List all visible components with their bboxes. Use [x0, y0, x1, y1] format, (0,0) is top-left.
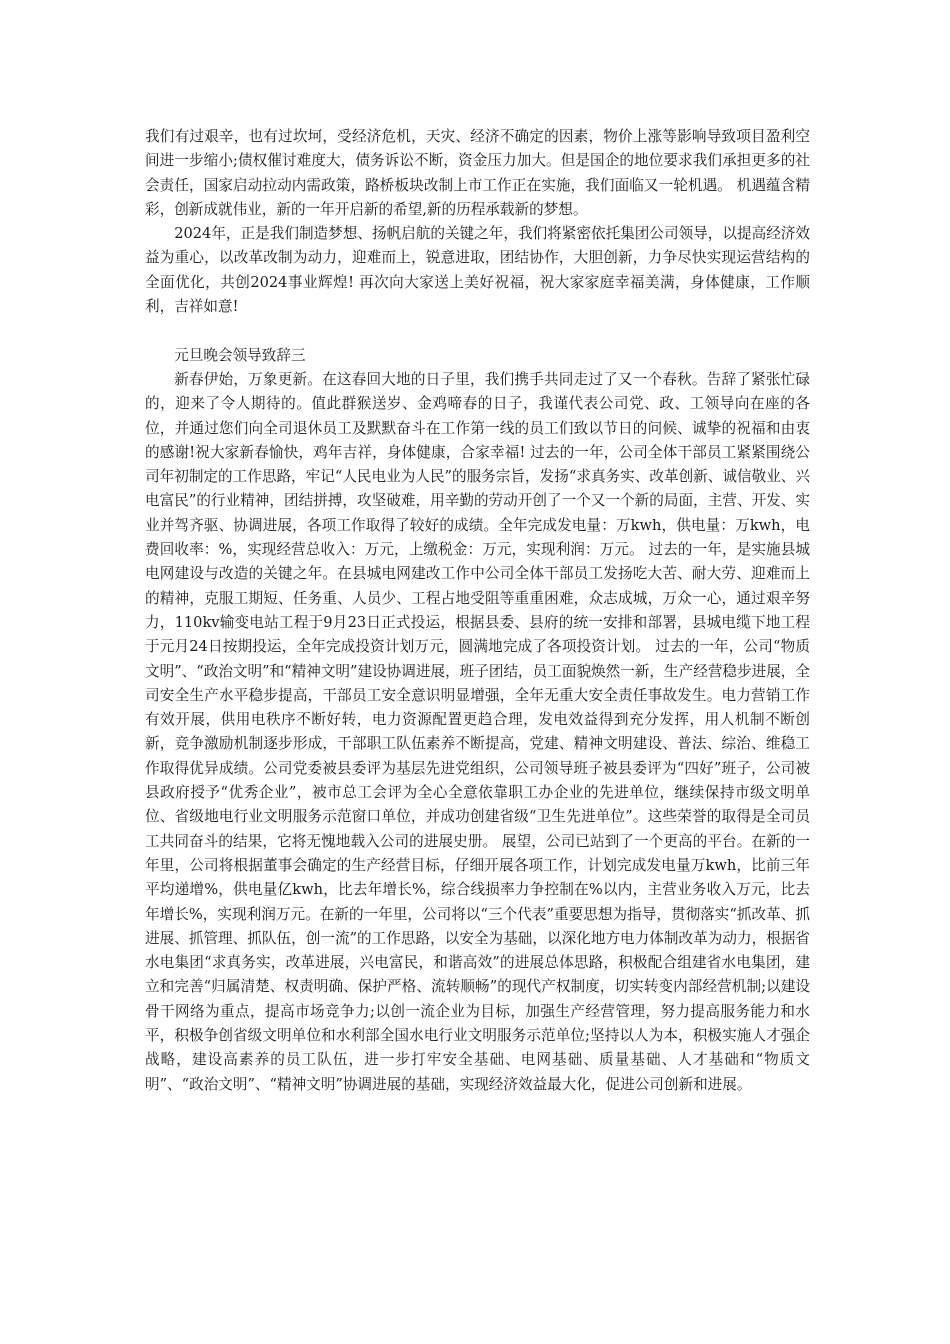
blank-line [145, 319, 810, 343]
document-page [145, 125, 810, 1097]
paragraph-speech-body: 新春伊始，万象更新。在这春回大地的日子里，我们携手共同走过了又一个春秋。告辞了紧张忙碌的，迎来了令人期待的。值此群猴送岁、金鸡啼春的日子，我谨代表公司党、政、工领导向在座的各位，并通过您们向全司退休员工及默默奋斗在工作第一线的员工们致以节日的问候、诚挚的祝福和由衷的感谢!祝大家新春愉快，鸡年吉祥，身体健康，合家幸福! 过去的一年，公司全体干部员工紧紧围绕公司年初制定的工作思路，牢记“人民电业为人民”的服务宗旨，发扬“求真务实、改革创新、诚信敬业、兴电富民”的行业精神，团结拼搏，攻坚破难，用辛勤的劳动开创了一个又一个新的局面，主营、开发、实业并驾齐驱、协调进展，各项工作取得了较好的成绩。全年完成发电量：万kwh，供电量：万kwh，电费回收率：%，实现经营总收入：万元，上缴税金：万元，实现利润：万元。 过去的一年，是实施县城电网建设与改造的关键之年。在县城电网建改工作中公司全体干部员工发扬吃大苦、耐大劳、迎难而上的精神，克服工期短、任务重、人员少、工程占地受阻等重重困难，众志成城，万众一心，通过艰辛努力，110kv输变电站工程于9月23日正式投运，根据县委、县府的统一安排和部署，县城电缆下地工程于元月24日按期投运，全年完成投资计划万元，圆满地完成了各项投资计划。 过去的一年，公司“物质文明”、“政治文明”和“精神文明”建设协调进展，班子团结，员工面貌焕然一新，生产经营稳步进展，全司安全生产水平稳步提高，干部员工安全意识明显增强，全年无重大安全责任事故发生。电力营销工作有效开展，供用电秩序不断好转，电力资源配置更趋合理，发电效益得到充分发挥，用人机制不断创新，竞争激励机制逐步形成，干部职工队伍素养不断提高，党建、精神文明建设、普法、综治、维稳工作取得优异成绩。公司党委被县委评为基层先进党组织，公司领导班子被县委评为“四好”班子，公司被县政府授予“优秀企业”，被市总工会评为全心全意依靠职工办企业的先进单位，继续保持市级文明单位、省级地电行业文明服务示范窗口单位，并成功创建省级“卫生先进单位”。这些荣誉的取得是全司员工共同奋斗的结果，它将无愧地载入公司的进展史册。 展望，公司已站到了一个更高的平台。在新的一年里，公司将根据董事会确定的生产经营目标，仔细开展各项工作，计划完成发电量万kwh，比前三年平均递增%，供电量亿kwh，比去年增长%，综合线损率力争控制在%以内，主营业务收入万元，比去年增长%，实现利润万元。在新的一年里，公司将以“三个代表”重要思想为指导，贯彻落实“抓改革、抓进展、抓管理、抓队伍，创一流”的工作思路，以安全为基础，以深化地方电力体制改革为动力，根据省水电集团“求真务实，改革进展，兴电富民，和谐高效”的进展总体思路，积极配合组建省水电集团，建立和完善“归属清楚、权责明确、保护严格、流转顺畅”的现代产权制度，切实转变内部经营机制;以建设骨干网络为重点，提高市场竞争力;以创一流企业为目标，加强生产经营管理，努力提高服务能力和水平，积极争创省级文明单位和水利部全国水电行业文明服务示范单位;坚持以人为本，积极实施人才强企战略，建设高素养的员工队伍，进一步打牢安全基础、电网基础、质量基础、人才基础和“物质文明”、“政治文明”、“精神文明”协调进展的基础，实现经济效益最大化，促进公司创新和进展。 [145, 370, 810, 1093]
section-title: 元旦晚会领导致辞三 [174, 346, 306, 364]
paragraph-opening: 我们有过艰辛，也有过坎坷，受经济危机，天灾、经济不确定的因素，物价上涨等影响导致项目盈利空间进一步缩小;债权催讨难度大，债务诉讼不断，资金压力加大。但是国企的地位要求我们承担更多的社会责任，国家启动拉动内需政策，路桥板块改制上市工作正在实施，我们面临又一轮机遇。 机遇蕴含精彩，创新成就伟业，新的一年开启新的希望,新的历程承载新的梦想。 [145, 128, 810, 218]
paragraph-2024-outlook: 2024年，正是我们制造梦想、扬帆启航的关键之年，我们将紧密依托集团公司领导，以提高经济效益为重心，以改革改制为动力，迎难而上，锐意进取，团结协作，大胆创新，力争尽快实现运营结构的全面优化，共创2024事业辉煌! 再次向大家送上美好祝福，祝大家家庭幸福美满，身体健康，工作顺利，吉祥如意! [145, 225, 810, 316]
